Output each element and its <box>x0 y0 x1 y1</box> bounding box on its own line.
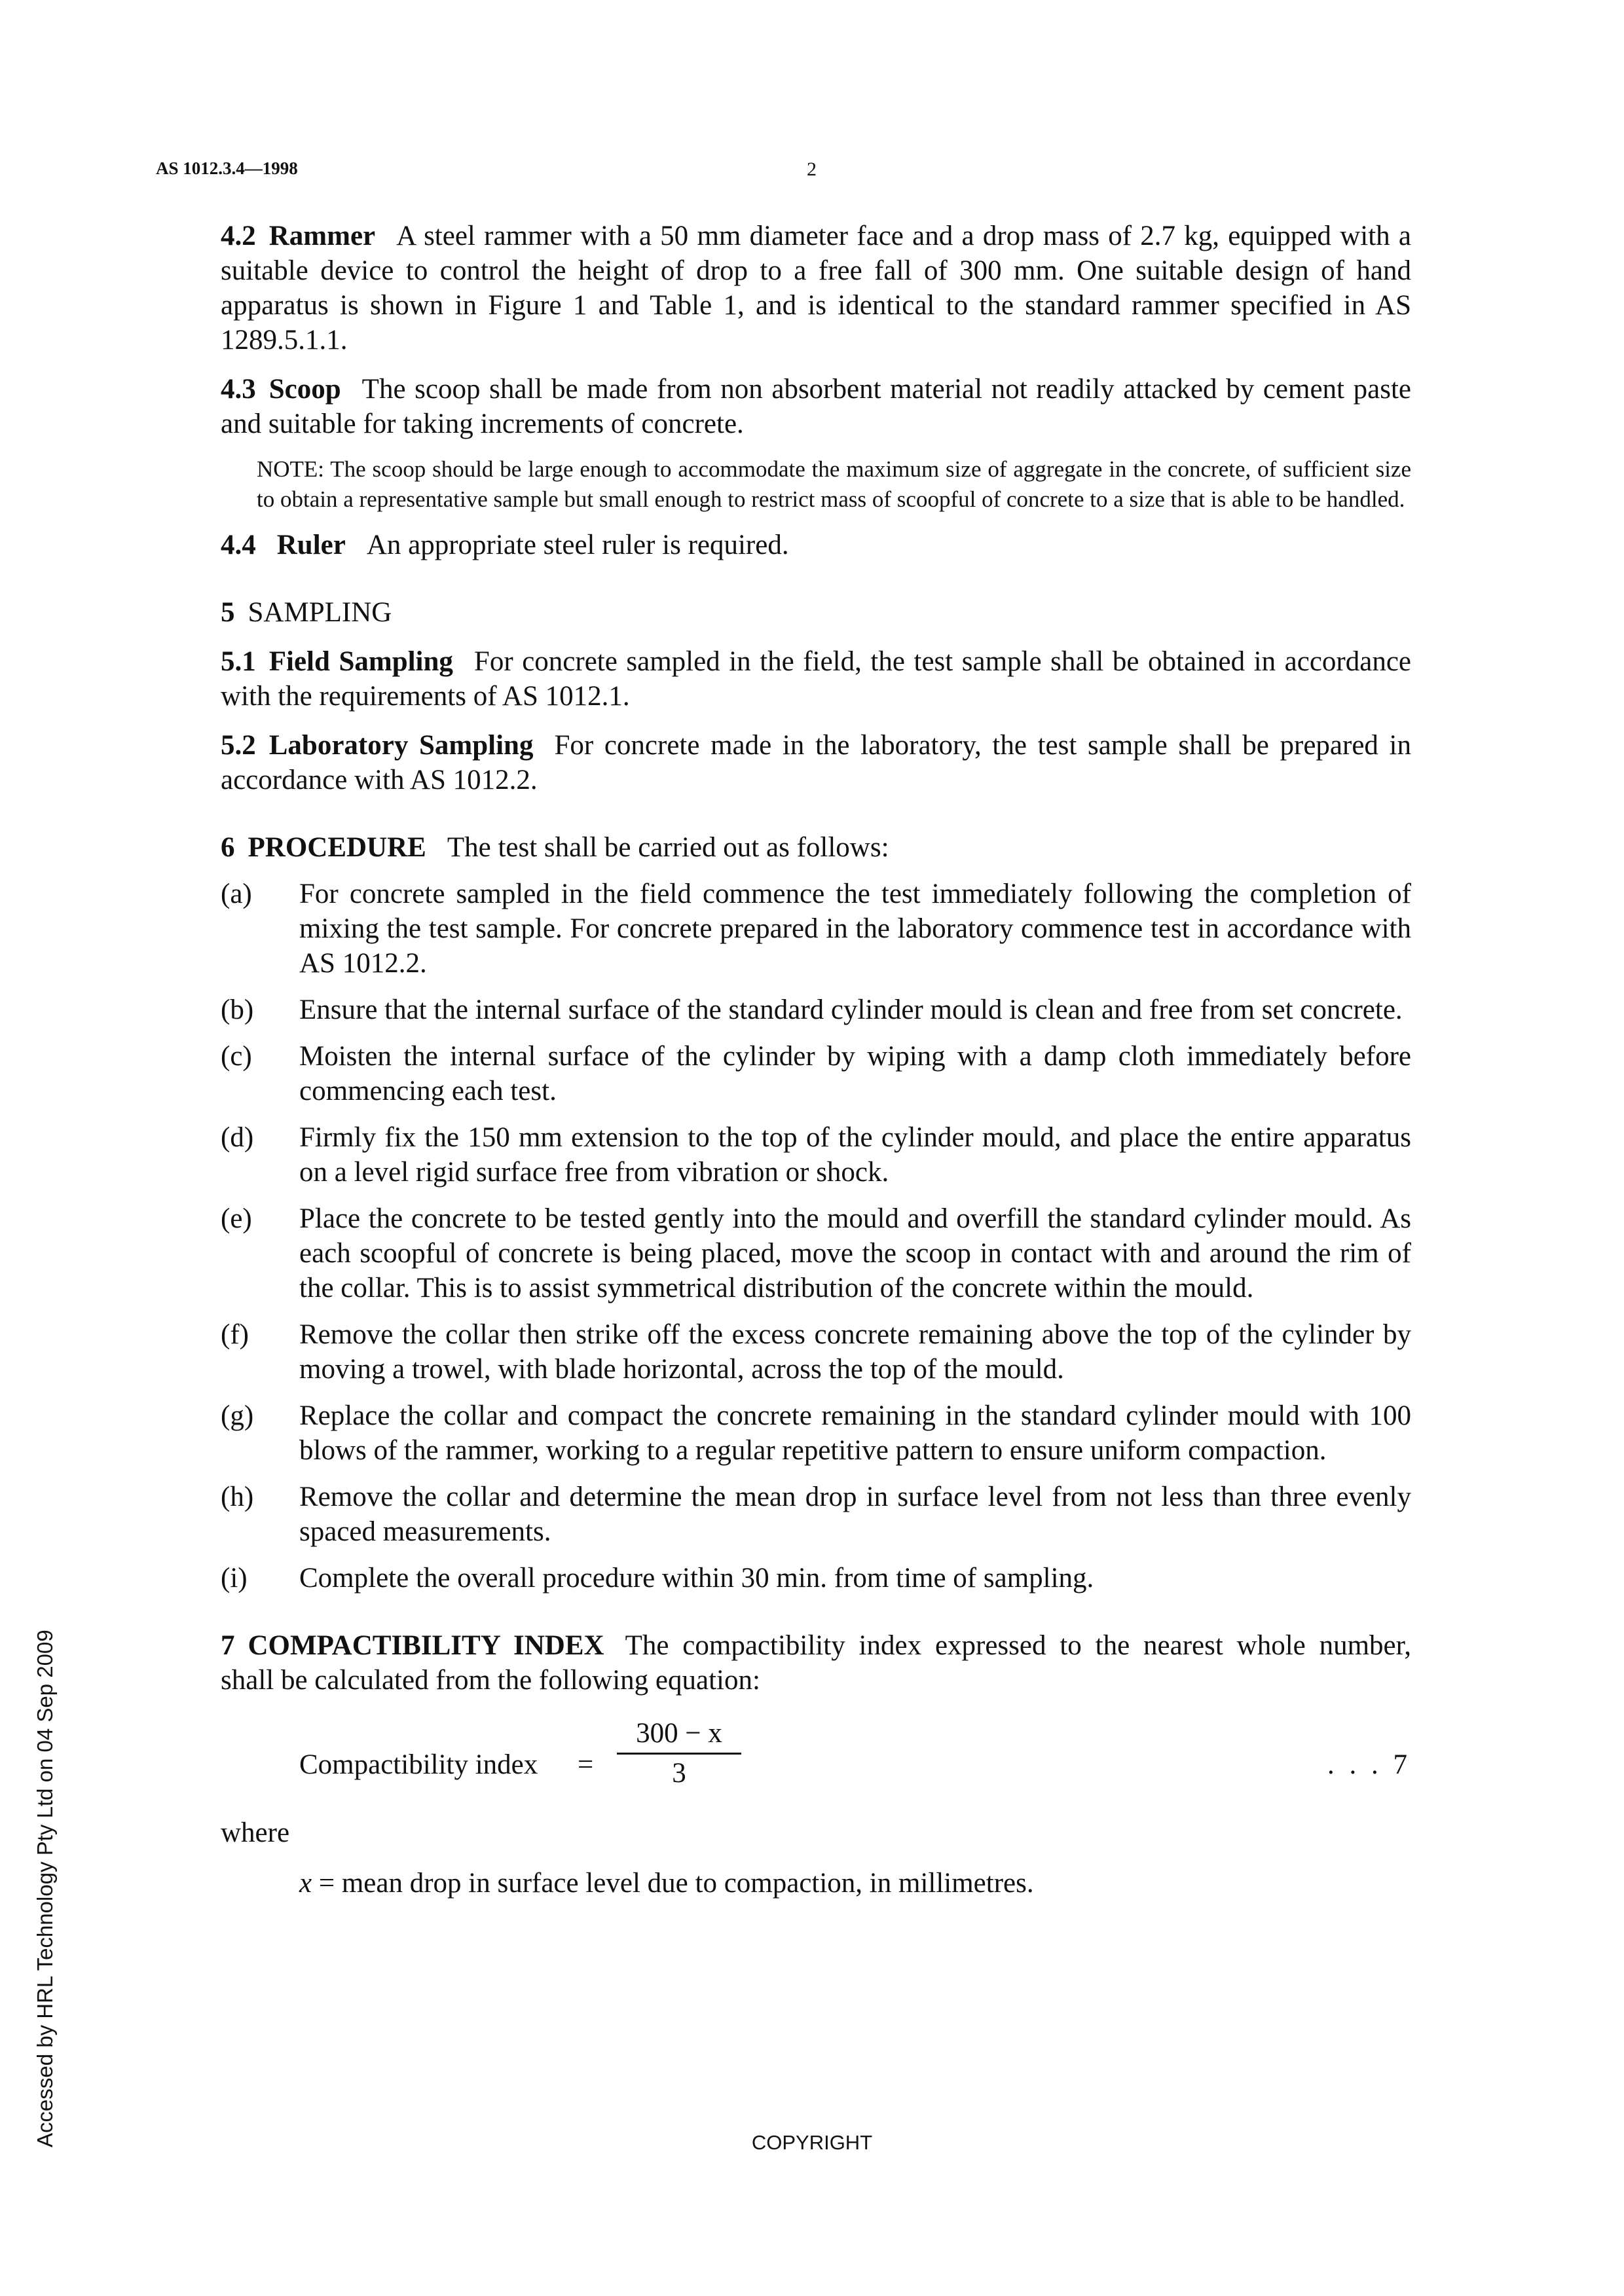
clause-text: For concrete sampled in the field, the test sample shall be obtained in accordance with the requirements of AS 1012.1. <box>221 646 1411 712</box>
section-number: 5 <box>221 597 235 628</box>
clause-number: 5.2 <box>221 730 256 761</box>
step-label: (f) <box>221 1319 249 1350</box>
step-text: Complete the overall procedure within 30 min. from time of sampling. <box>299 1563 1094 1594</box>
clause-5-2 <box>221 728 1411 797</box>
section-text: The compactibility index expressed to the nearest whole number, shall be calculated from the following equation: <box>221 1630 1411 1696</box>
where-label: where <box>221 1817 290 1848</box>
page-content <box>221 219 1411 1901</box>
list-item <box>221 1480 1411 1549</box>
step-text: Replace the collar and compact the concrete remaining in the standard cylinder mould with 100 blows of the rammer, working to a regular repetitive pattern to ensure uniform compaction. <box>299 1400 1411 1466</box>
section-intro: The test shall be carried out as follows: <box>447 832 889 863</box>
section-title: PROCEDURE <box>248 832 426 863</box>
clause-title: Scoop <box>268 374 341 405</box>
step-text: Firmly fix the 150 mm extension to the top of the cylinder mould, and place the entire apparatus on a level rigid surface free from vibration or shock. <box>299 1122 1411 1188</box>
section-7-heading <box>221 1628 1411 1698</box>
copyright-footer: COPYRIGHT <box>751 2131 873 2154</box>
list-item <box>221 1201 1411 1305</box>
step-label: (h) <box>221 1482 254 1512</box>
clause-4-4 <box>221 528 1411 562</box>
equals-sign: = <box>578 1749 594 1780</box>
step-label: (g) <box>221 1400 254 1431</box>
list-item <box>221 993 1411 1027</box>
denominator: 3 <box>672 1758 686 1789</box>
section-number: 7 <box>221 1630 235 1661</box>
procedure-steps <box>221 877 1411 1595</box>
clause-text: The scoop shall be made from non absorbent material not readily attacked by cement paste and suitable for taking increments of concrete. <box>221 374 1411 439</box>
clause-number: 4.4 <box>221 530 256 560</box>
fraction-bar <box>617 1753 741 1755</box>
step-text: Remove the collar and determine the mean drop in surface level from not less than three evenly spaced measurements. <box>299 1482 1411 1547</box>
fraction <box>617 1717 741 1790</box>
clause-4-2 <box>221 219 1411 357</box>
step-label: (i) <box>221 1563 248 1594</box>
list-item <box>221 1561 1411 1595</box>
equation-number: . . . 7 <box>1327 1749 1411 1780</box>
step-text: For concrete sampled in the field commence the test immediately following the completion of mixing the test sample. For concrete prepared in the laboratory commence test in accordance with AS 1012.2. <box>299 879 1411 979</box>
variable-x: x <box>299 1868 312 1899</box>
section-number: 6 <box>221 832 235 863</box>
page-number: 2 <box>807 158 817 180</box>
step-text: Remove the collar then strike off the excess concrete remaining above the top of the cylinder by moving a trowel, with blade horizontal, across the top of the mould. <box>299 1319 1411 1385</box>
step-label: (e) <box>221 1203 252 1234</box>
step-text: Place the concrete to be tested gently into the mould and overfill the standard cylinder mould. As each scoopful of concrete is being placed, move the scoop in contact with and around the rim of the collar. This is to assist symmetrical distribution of the concrete within the mould. <box>299 1203 1411 1303</box>
list-item <box>221 877 1411 981</box>
clause-title: Ruler <box>276 530 346 560</box>
step-label: (b) <box>221 994 254 1025</box>
clause-text: A steel rammer with a 50 mm diameter face and a drop mass of 2.7 kg, equipped with a suitable device to control the height of drop to a free fall of 300 mm. One suitable design of hand apparatus is shown in Figure 1 and Table 1, and is identical to the standard rammer specified in AS 1289.5.1.1. <box>221 221 1411 355</box>
clause-text: For concrete made in the laboratory, the test sample shall be prepared in accordance with AS 1012.2. <box>221 730 1411 795</box>
section-6-heading <box>221 830 1411 865</box>
equation-label: Compactibility index <box>299 1749 538 1780</box>
access-watermark: Accessed by HRL Technology Pty Ltd on 04 Sep 2009 <box>33 1630 57 2147</box>
clause-number: 5.1 <box>221 646 256 677</box>
list-item <box>221 1317 1411 1387</box>
list-item <box>221 1039 1411 1108</box>
step-label: (a) <box>221 879 252 909</box>
clause-5-1 <box>221 644 1411 714</box>
compactibility-equation <box>221 1717 1411 1809</box>
clause-number: 4.3 <box>221 374 256 405</box>
variable-definition <box>299 1866 1411 1901</box>
step-text: Moisten the internal surface of the cylinder by wiping with a damp cloth immediately before commencing each test. <box>299 1041 1411 1106</box>
step-label: (d) <box>221 1122 254 1153</box>
clause-4-3 <box>221 372 1411 441</box>
clause-title: Rammer <box>268 221 376 251</box>
clause-number: 4.2 <box>221 221 256 251</box>
document-id: AS 1012.3.4—1998 <box>156 158 298 178</box>
note: NOTE: The scoop should be large enough to accommodate the maximum size of aggregate in the concrete, of sufficient size to obtain a representative sample but small enough to restrict mass of scoopful of concrete to a size that is able to be handled. <box>257 456 1411 512</box>
section-title: COMPACTIBILITY INDEX <box>248 1630 604 1661</box>
clause-title: Laboratory Sampling <box>268 730 534 761</box>
section-title: SAMPLING <box>248 597 392 628</box>
list-item <box>221 1398 1411 1468</box>
clause-title: Field Sampling <box>268 646 453 677</box>
clause-text: An appropriate steel ruler is required. <box>366 530 789 560</box>
definition-text: = mean drop in surface level due to compaction, in millimetres. <box>318 1868 1034 1899</box>
list-item <box>221 1120 1411 1190</box>
section-5-heading <box>221 595 1411 630</box>
numerator: 300 − x <box>636 1718 722 1749</box>
step-label: (c) <box>221 1041 252 1072</box>
step-text: Ensure that the internal surface of the standard cylinder mould is clean and free from set concrete. <box>299 994 1403 1025</box>
